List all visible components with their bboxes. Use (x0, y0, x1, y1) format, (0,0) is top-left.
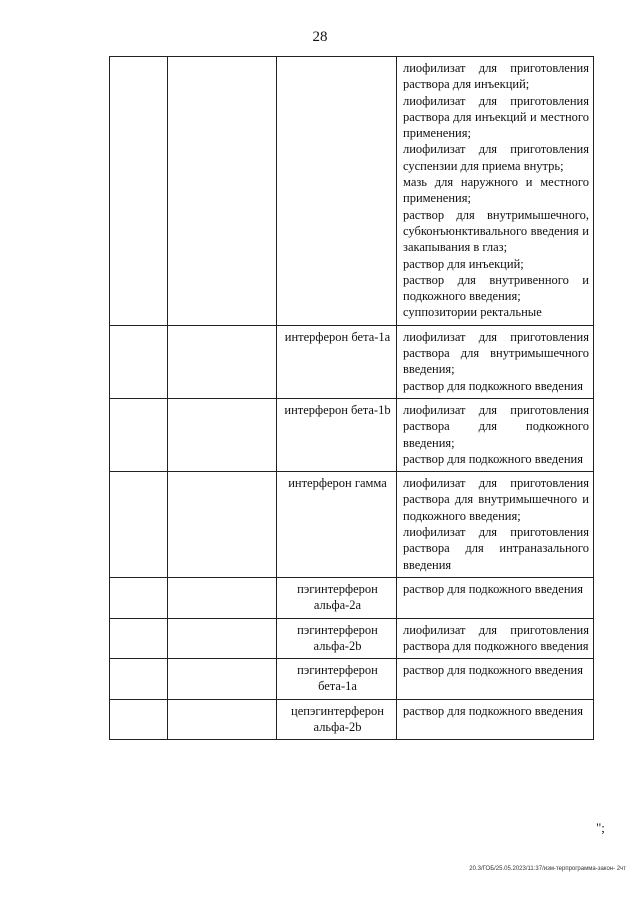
dosage-form-item: раствор для подкожного введения (403, 451, 583, 466)
empty-cell (110, 57, 168, 326)
table-row (110, 577, 594, 618)
empty-cell (110, 618, 168, 659)
dosage-form-item: лиофилизат для приготовления раствора для подкожного введения; (403, 402, 589, 450)
empty-cell (110, 398, 168, 471)
drug-name-cell: пэгинтерферон бета-1a (277, 659, 397, 700)
dosage-form-item: лиофилизат для приготовления суспензии для приема внутрь; (403, 142, 589, 173)
dosage-forms-cell (397, 618, 594, 659)
empty-cell (110, 699, 168, 740)
empty-cell (168, 57, 277, 326)
table-row (110, 57, 594, 326)
table-body (110, 57, 594, 740)
drug-name-cell: интерферон бета-1a (277, 325, 397, 398)
dosage-form-item: раствор для подкожного введения (403, 581, 583, 596)
table-row (110, 325, 594, 398)
empty-cell (168, 398, 277, 471)
dosage-form-item: суппозитории ректальные (403, 305, 542, 320)
dosage-forms-cell (397, 57, 594, 326)
dosage-form-item: раствор для внутривенного и подкожного введения; (403, 272, 589, 304)
empty-cell (168, 699, 277, 740)
empty-cell (168, 659, 277, 700)
dosage-form-item: раствор для внутримышечного, субконъюнктивального введения и закапывания в глаз; (403, 207, 589, 255)
table-row (110, 618, 594, 659)
dosage-form-item: лиофилизат для приготовления раствора для инъекций и местного применения; (403, 93, 589, 141)
empty-cell (110, 577, 168, 618)
dosage-forms-cell (397, 325, 594, 398)
dosage-forms-cell (397, 398, 594, 471)
dosage-form-item: лиофилизат для приготовления раствора для интраназального введения (403, 525, 589, 572)
empty-cell (168, 325, 277, 398)
drug-name-cell: пэгинтерферон альфа-2b (277, 618, 397, 659)
table-row (110, 699, 594, 740)
empty-cell (110, 325, 168, 398)
dosage-form-item: раствор для подкожного введения (403, 663, 583, 678)
dosage-form-item: мазь для наружного и местного применения; (403, 175, 589, 206)
dosage-form-item: раствор для подкожного введения (403, 703, 583, 718)
drug-name-cell (277, 57, 397, 326)
dosage-forms-cell (397, 472, 594, 578)
empty-cell (110, 659, 168, 700)
drug-name-cell: интерферон гамма (277, 472, 397, 578)
empty-cell (110, 472, 168, 578)
drug-name-cell: интерферон бета-1b (277, 398, 397, 471)
empty-cell (168, 618, 277, 659)
empty-cell (168, 577, 277, 618)
drug-name-cell: цепэгинтерферон альфа-2b (277, 699, 397, 740)
dosage-form-item: лиофилизат для приготовления раствора для внутримышечного введения; (403, 329, 589, 377)
page-number: 28 (312, 29, 328, 45)
dosage-form-item: раствор для подкожного введения (403, 378, 583, 393)
dosage-form-item: лиофилизат для приготовления раствора для внутримышечного и подкожного введения; (403, 476, 589, 523)
dosage-forms-cell (397, 659, 594, 700)
table-row (110, 472, 594, 578)
dosage-form-item: раствор для инъекций; (403, 256, 524, 271)
empty-cell (168, 472, 277, 578)
dosage-form-item: лиофилизат для приготовления раствора для инъекций; (403, 61, 589, 92)
table-row (110, 398, 594, 471)
dosage-forms-cell (397, 699, 594, 740)
footer-stamp: 20.3/ГОБ/25.05.2023/11:37/изм-терпрограмма-закон- 2чт (469, 866, 626, 872)
drug-table (109, 56, 594, 740)
dosage-form-item: лиофилизат для приготовления раствора для подкожного введения (403, 622, 589, 653)
closing-quote-mark: "; (596, 820, 605, 835)
dosage-forms-cell (397, 577, 594, 618)
table-row (110, 659, 594, 700)
drug-name-cell: пэгинтерферон альфа-2a (277, 577, 397, 618)
